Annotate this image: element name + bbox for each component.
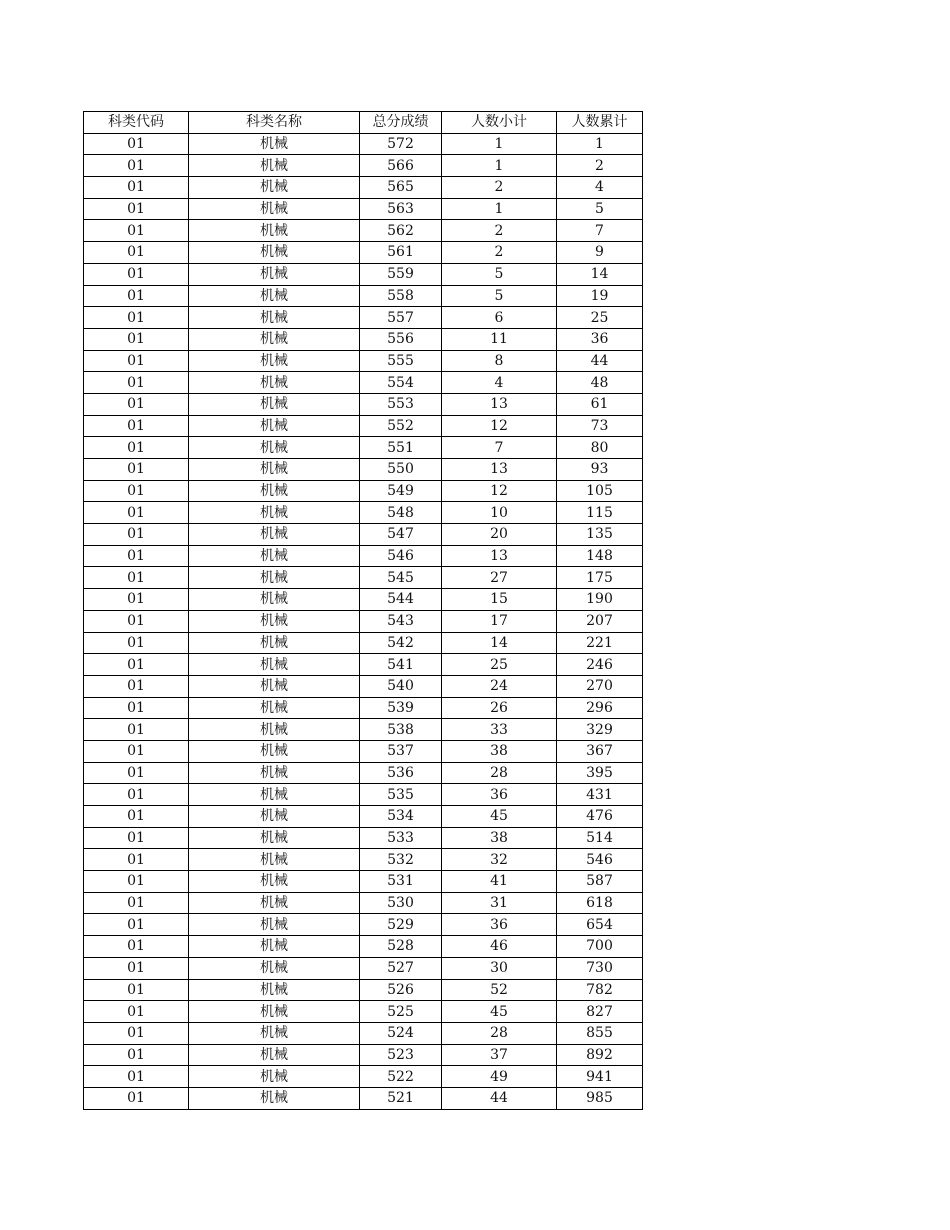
cell-count-subtotal: 36	[442, 784, 557, 806]
cell-count-subtotal: 38	[442, 740, 557, 762]
cell-count-cumulative: 73	[557, 415, 643, 437]
cell-total-score: 522	[360, 1066, 442, 1088]
cell-category-code: 01	[84, 1022, 189, 1044]
cell-count-cumulative: 296	[557, 697, 643, 719]
score-table	[83, 111, 643, 1110]
cell-total-score: 540	[360, 675, 442, 697]
table-row	[84, 957, 643, 979]
table-row	[84, 675, 643, 697]
cell-count-cumulative: 221	[557, 632, 643, 654]
cell-total-score: 538	[360, 719, 442, 741]
cell-total-score: 541	[360, 654, 442, 676]
cell-count-cumulative: 246	[557, 654, 643, 676]
cell-category-name: 机械	[189, 372, 360, 394]
cell-category-code: 01	[84, 198, 189, 220]
header-count-cumulative: 人数累计	[557, 112, 643, 134]
cell-total-score: 534	[360, 806, 442, 828]
cell-category-name: 机械	[189, 762, 360, 784]
cell-category-code: 01	[84, 719, 189, 741]
table-row	[84, 740, 643, 762]
cell-category-code: 01	[84, 654, 189, 676]
table-row	[84, 415, 643, 437]
table-row	[84, 524, 643, 546]
cell-total-score: 557	[360, 307, 442, 329]
cell-category-code: 01	[84, 133, 189, 155]
table-row	[84, 979, 643, 1001]
cell-count-cumulative: 654	[557, 914, 643, 936]
table-header-row	[84, 112, 643, 134]
cell-category-code: 01	[84, 784, 189, 806]
cell-count-cumulative: 587	[557, 871, 643, 893]
cell-category-code: 01	[84, 610, 189, 632]
cell-count-cumulative: 827	[557, 1001, 643, 1023]
cell-count-subtotal: 24	[442, 675, 557, 697]
cell-category-name: 机械	[189, 827, 360, 849]
cell-category-name: 机械	[189, 480, 360, 502]
score-sheet	[83, 111, 643, 1110]
cell-total-score: 558	[360, 285, 442, 307]
cell-category-code: 01	[84, 1087, 189, 1109]
cell-count-cumulative: 1	[557, 133, 643, 155]
table-row	[84, 459, 643, 481]
cell-category-name: 机械	[189, 133, 360, 155]
cell-total-score: 561	[360, 242, 442, 264]
cell-category-name: 机械	[189, 415, 360, 437]
cell-total-score: 526	[360, 979, 442, 1001]
cell-total-score: 543	[360, 610, 442, 632]
table-row	[84, 177, 643, 199]
table-row	[84, 936, 643, 958]
cell-count-subtotal: 45	[442, 806, 557, 828]
cell-category-name: 机械	[189, 1022, 360, 1044]
table-row	[84, 133, 643, 155]
cell-category-name: 机械	[189, 957, 360, 979]
table-row	[84, 1066, 643, 1088]
table-row	[84, 892, 643, 914]
table-row	[84, 1001, 643, 1023]
cell-category-code: 01	[84, 415, 189, 437]
cell-count-subtotal: 8	[442, 350, 557, 372]
cell-category-code: 01	[84, 307, 189, 329]
cell-count-cumulative: 2	[557, 155, 643, 177]
cell-count-cumulative: 730	[557, 957, 643, 979]
cell-count-subtotal: 38	[442, 827, 557, 849]
cell-category-name: 机械	[189, 242, 360, 264]
cell-count-subtotal: 49	[442, 1066, 557, 1088]
table-row	[84, 307, 643, 329]
cell-count-cumulative: 44	[557, 350, 643, 372]
cell-total-score: 566	[360, 155, 442, 177]
cell-category-code: 01	[84, 263, 189, 285]
cell-category-code: 01	[84, 675, 189, 697]
cell-category-code: 01	[84, 1044, 189, 1066]
cell-category-code: 01	[84, 1001, 189, 1023]
table-row	[84, 220, 643, 242]
cell-total-score: 535	[360, 784, 442, 806]
cell-count-subtotal: 1	[442, 155, 557, 177]
cell-category-code: 01	[84, 220, 189, 242]
cell-count-subtotal: 10	[442, 502, 557, 524]
cell-total-score: 547	[360, 524, 442, 546]
table-row	[84, 697, 643, 719]
cell-count-subtotal: 13	[442, 393, 557, 415]
cell-category-code: 01	[84, 697, 189, 719]
cell-count-subtotal: 4	[442, 372, 557, 394]
cell-category-name: 机械	[189, 567, 360, 589]
cell-category-code: 01	[84, 545, 189, 567]
cell-total-score: 525	[360, 1001, 442, 1023]
cell-count-subtotal: 37	[442, 1044, 557, 1066]
cell-category-name: 机械	[189, 654, 360, 676]
cell-category-name: 机械	[189, 307, 360, 329]
table-row	[84, 350, 643, 372]
cell-category-name: 机械	[189, 806, 360, 828]
cell-category-name: 机械	[189, 589, 360, 611]
cell-count-subtotal: 36	[442, 914, 557, 936]
header-total-score: 总分成绩	[360, 112, 442, 134]
cell-category-name: 机械	[189, 1087, 360, 1109]
cell-category-name: 机械	[189, 545, 360, 567]
table-row	[84, 263, 643, 285]
cell-count-cumulative: 514	[557, 827, 643, 849]
cell-count-subtotal: 2	[442, 242, 557, 264]
cell-count-cumulative: 36	[557, 328, 643, 350]
cell-count-cumulative: 700	[557, 936, 643, 958]
cell-total-score: 533	[360, 827, 442, 849]
cell-count-cumulative: 14	[557, 263, 643, 285]
cell-category-name: 机械	[189, 849, 360, 871]
table-row	[84, 589, 643, 611]
cell-category-name: 机械	[189, 719, 360, 741]
cell-count-cumulative: 855	[557, 1022, 643, 1044]
cell-count-cumulative: 367	[557, 740, 643, 762]
cell-count-cumulative: 782	[557, 979, 643, 1001]
cell-category-code: 01	[84, 892, 189, 914]
cell-count-cumulative: 941	[557, 1066, 643, 1088]
cell-total-score: 554	[360, 372, 442, 394]
cell-category-code: 01	[84, 871, 189, 893]
cell-total-score: 529	[360, 914, 442, 936]
cell-count-cumulative: 476	[557, 806, 643, 828]
table-row	[84, 372, 643, 394]
cell-category-name: 机械	[189, 437, 360, 459]
cell-category-code: 01	[84, 285, 189, 307]
cell-total-score: 527	[360, 957, 442, 979]
cell-category-code: 01	[84, 936, 189, 958]
cell-count-subtotal: 12	[442, 415, 557, 437]
cell-total-score: 542	[360, 632, 442, 654]
cell-category-code: 01	[84, 524, 189, 546]
cell-count-cumulative: 80	[557, 437, 643, 459]
cell-total-score: 546	[360, 545, 442, 567]
cell-category-name: 机械	[189, 1044, 360, 1066]
cell-count-subtotal: 5	[442, 285, 557, 307]
cell-count-subtotal: 13	[442, 459, 557, 481]
cell-category-name: 机械	[189, 784, 360, 806]
cell-category-name: 机械	[189, 220, 360, 242]
cell-count-cumulative: 618	[557, 892, 643, 914]
header-count-subtotal: 人数小计	[442, 112, 557, 134]
cell-count-cumulative: 175	[557, 567, 643, 589]
cell-total-score: 555	[360, 350, 442, 372]
cell-total-score: 550	[360, 459, 442, 481]
cell-total-score: 523	[360, 1044, 442, 1066]
table-row	[84, 914, 643, 936]
cell-category-code: 01	[84, 806, 189, 828]
cell-count-cumulative: 61	[557, 393, 643, 415]
cell-category-name: 机械	[189, 155, 360, 177]
cell-category-name: 机械	[189, 871, 360, 893]
cell-category-name: 机械	[189, 524, 360, 546]
cell-count-subtotal: 30	[442, 957, 557, 979]
cell-count-cumulative: 25	[557, 307, 643, 329]
cell-count-subtotal: 31	[442, 892, 557, 914]
cell-count-cumulative: 546	[557, 849, 643, 871]
cell-category-code: 01	[84, 177, 189, 199]
cell-count-cumulative: 4	[557, 177, 643, 199]
cell-category-code: 01	[84, 155, 189, 177]
cell-count-subtotal: 1	[442, 198, 557, 220]
cell-count-subtotal: 7	[442, 437, 557, 459]
cell-total-score: 539	[360, 697, 442, 719]
table-body	[84, 133, 643, 1109]
cell-count-subtotal: 14	[442, 632, 557, 654]
cell-total-score: 549	[360, 480, 442, 502]
cell-total-score: 551	[360, 437, 442, 459]
cell-category-name: 机械	[189, 914, 360, 936]
cell-total-score: 552	[360, 415, 442, 437]
cell-count-subtotal: 25	[442, 654, 557, 676]
cell-category-name: 机械	[189, 697, 360, 719]
table-row	[84, 871, 643, 893]
cell-count-subtotal: 52	[442, 979, 557, 1001]
cell-count-cumulative: 135	[557, 524, 643, 546]
cell-count-subtotal: 6	[442, 307, 557, 329]
cell-category-code: 01	[84, 242, 189, 264]
cell-category-name: 机械	[189, 285, 360, 307]
cell-category-name: 机械	[189, 1001, 360, 1023]
cell-category-code: 01	[84, 914, 189, 936]
cell-category-name: 机械	[189, 459, 360, 481]
cell-count-subtotal: 17	[442, 610, 557, 632]
cell-total-score: 559	[360, 263, 442, 285]
cell-category-name: 机械	[189, 263, 360, 285]
table-row	[84, 1044, 643, 1066]
cell-count-subtotal: 27	[442, 567, 557, 589]
cell-count-subtotal: 32	[442, 849, 557, 871]
cell-count-subtotal: 1	[442, 133, 557, 155]
cell-count-cumulative: 207	[557, 610, 643, 632]
table-row	[84, 545, 643, 567]
table-row	[84, 610, 643, 632]
table-row	[84, 155, 643, 177]
table-row	[84, 393, 643, 415]
table-row	[84, 328, 643, 350]
cell-total-score: 524	[360, 1022, 442, 1044]
cell-total-score: 545	[360, 567, 442, 589]
table-row	[84, 242, 643, 264]
cell-total-score: 548	[360, 502, 442, 524]
cell-count-cumulative: 93	[557, 459, 643, 481]
header-category-name: 科类名称	[189, 112, 360, 134]
cell-total-score: 556	[360, 328, 442, 350]
cell-count-subtotal: 44	[442, 1087, 557, 1109]
cell-count-subtotal: 5	[442, 263, 557, 285]
cell-count-cumulative: 7	[557, 220, 643, 242]
cell-count-cumulative: 190	[557, 589, 643, 611]
cell-category-code: 01	[84, 393, 189, 415]
cell-count-subtotal: 28	[442, 1022, 557, 1044]
cell-count-subtotal: 2	[442, 220, 557, 242]
cell-count-cumulative: 115	[557, 502, 643, 524]
cell-total-score: 572	[360, 133, 442, 155]
cell-count-cumulative: 19	[557, 285, 643, 307]
cell-category-code: 01	[84, 632, 189, 654]
cell-total-score: 553	[360, 393, 442, 415]
cell-count-subtotal: 45	[442, 1001, 557, 1023]
table-row	[84, 1022, 643, 1044]
cell-count-cumulative: 48	[557, 372, 643, 394]
cell-count-cumulative: 5	[557, 198, 643, 220]
table-row	[84, 198, 643, 220]
cell-category-name: 机械	[189, 502, 360, 524]
cell-total-score: 537	[360, 740, 442, 762]
cell-count-subtotal: 2	[442, 177, 557, 199]
table-row	[84, 480, 643, 502]
table-row	[84, 437, 643, 459]
cell-count-cumulative: 431	[557, 784, 643, 806]
cell-category-code: 01	[84, 740, 189, 762]
cell-count-subtotal: 46	[442, 936, 557, 958]
cell-count-cumulative: 395	[557, 762, 643, 784]
cell-count-subtotal: 41	[442, 871, 557, 893]
cell-total-score: 532	[360, 849, 442, 871]
cell-category-code: 01	[84, 762, 189, 784]
table-row	[84, 806, 643, 828]
table-row	[84, 632, 643, 654]
cell-category-name: 机械	[189, 393, 360, 415]
cell-count-subtotal: 33	[442, 719, 557, 741]
cell-category-name: 机械	[189, 177, 360, 199]
cell-category-code: 01	[84, 480, 189, 502]
cell-category-name: 机械	[189, 979, 360, 1001]
table-row	[84, 502, 643, 524]
header-category-code: 科类代码	[84, 112, 189, 134]
cell-category-name: 机械	[189, 328, 360, 350]
cell-count-subtotal: 11	[442, 328, 557, 350]
cell-category-code: 01	[84, 589, 189, 611]
cell-count-subtotal: 20	[442, 524, 557, 546]
cell-total-score: 544	[360, 589, 442, 611]
cell-category-name: 机械	[189, 675, 360, 697]
cell-total-score: 565	[360, 177, 442, 199]
cell-category-name: 机械	[189, 632, 360, 654]
cell-category-name: 机械	[189, 610, 360, 632]
table-row	[84, 654, 643, 676]
table-row	[84, 784, 643, 806]
cell-category-code: 01	[84, 1066, 189, 1088]
table-row	[84, 719, 643, 741]
cell-total-score: 521	[360, 1087, 442, 1109]
cell-count-subtotal: 28	[442, 762, 557, 784]
cell-count-cumulative: 105	[557, 480, 643, 502]
cell-count-cumulative: 892	[557, 1044, 643, 1066]
cell-category-code: 01	[84, 567, 189, 589]
table-row	[84, 1087, 643, 1109]
cell-category-name: 机械	[189, 892, 360, 914]
cell-category-name: 机械	[189, 936, 360, 958]
cell-total-score: 562	[360, 220, 442, 242]
cell-category-name: 机械	[189, 198, 360, 220]
table-row	[84, 567, 643, 589]
table-row	[84, 849, 643, 871]
cell-count-cumulative: 985	[557, 1087, 643, 1109]
cell-category-name: 机械	[189, 350, 360, 372]
cell-total-score: 530	[360, 892, 442, 914]
cell-category-code: 01	[84, 459, 189, 481]
cell-category-code: 01	[84, 827, 189, 849]
cell-count-cumulative: 9	[557, 242, 643, 264]
cell-total-score: 531	[360, 871, 442, 893]
table-row	[84, 762, 643, 784]
cell-category-code: 01	[84, 328, 189, 350]
cell-count-subtotal: 12	[442, 480, 557, 502]
cell-category-code: 01	[84, 502, 189, 524]
cell-count-cumulative: 329	[557, 719, 643, 741]
cell-category-code: 01	[84, 979, 189, 1001]
cell-category-code: 01	[84, 957, 189, 979]
cell-count-cumulative: 270	[557, 675, 643, 697]
cell-category-code: 01	[84, 372, 189, 394]
cell-category-name: 机械	[189, 740, 360, 762]
table-row	[84, 285, 643, 307]
cell-total-score: 528	[360, 936, 442, 958]
cell-category-code: 01	[84, 437, 189, 459]
cell-total-score: 536	[360, 762, 442, 784]
cell-count-subtotal: 13	[442, 545, 557, 567]
cell-category-code: 01	[84, 849, 189, 871]
cell-count-subtotal: 15	[442, 589, 557, 611]
cell-count-subtotal: 26	[442, 697, 557, 719]
cell-category-code: 01	[84, 350, 189, 372]
cell-category-name: 机械	[189, 1066, 360, 1088]
table-row	[84, 827, 643, 849]
cell-count-cumulative: 148	[557, 545, 643, 567]
cell-total-score: 563	[360, 198, 442, 220]
